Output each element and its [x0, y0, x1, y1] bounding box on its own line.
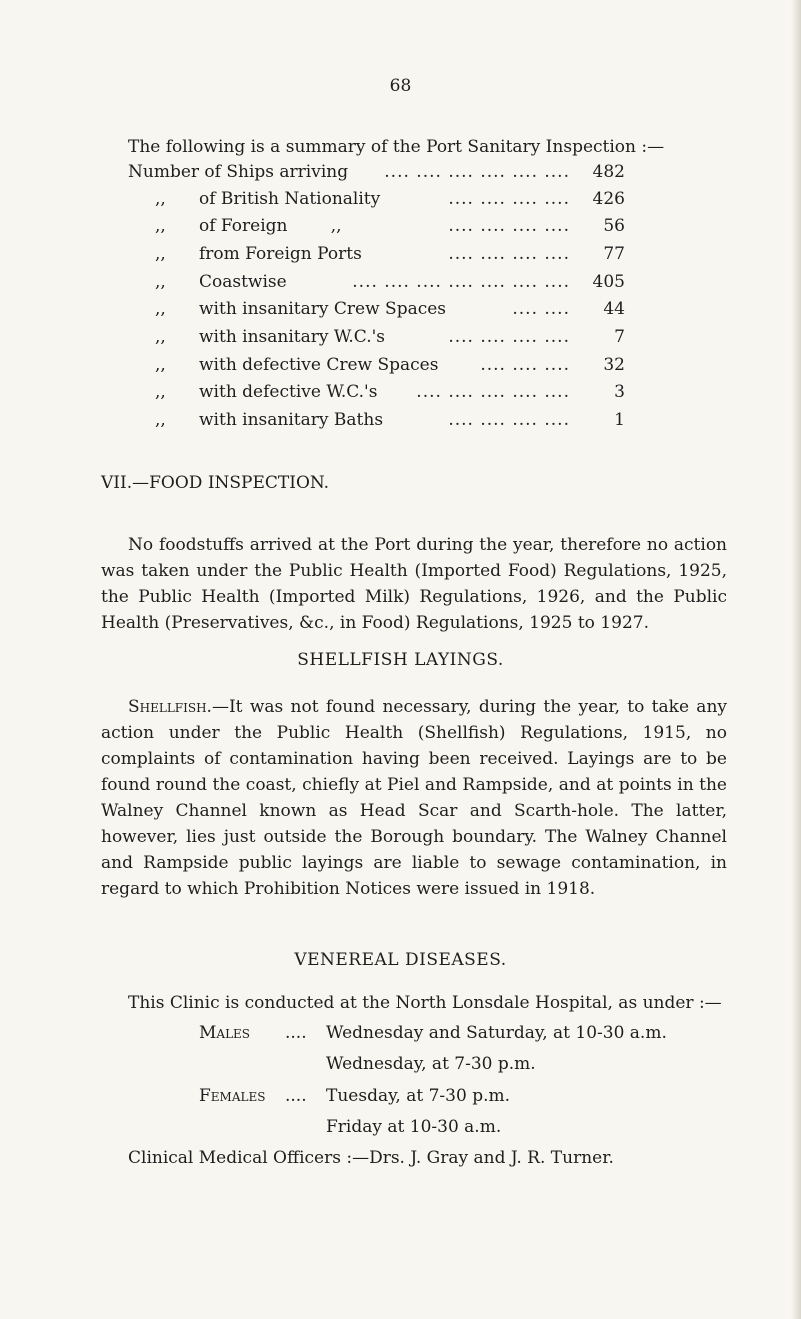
summary-row	[0, 327, 801, 349]
leader-dots: .... .... .... ....	[448, 189, 570, 209]
summary-row-value: 405	[592, 272, 625, 292]
leader-dots: .... .... .... ....	[448, 410, 570, 430]
leader-dots: .... ....	[512, 299, 570, 319]
males-schedule-2: Wednesday, at 7-30 p.m.	[326, 1054, 536, 1074]
ditto-mark: ,,	[155, 327, 166, 347]
females-dots: ....	[285, 1086, 307, 1106]
ditto-mark: ,,	[155, 299, 166, 319]
clinical-officers: Clinical Medical Officers :—Drs. J. Gray and J. R. Turner.	[128, 1148, 614, 1168]
summary-row	[0, 382, 801, 404]
summary-row-value: 56	[603, 216, 625, 236]
summary-row-label: Number of Ships arriving	[128, 162, 349, 182]
leader-dots: .... .... .... .... ....	[416, 382, 570, 402]
ditto-mark: ,,	[155, 216, 166, 236]
summary-row-value: 7	[614, 327, 625, 347]
summary-row	[0, 189, 801, 211]
summary-row-label: with insanitary Baths	[199, 410, 384, 430]
females-schedule-1: Tuesday, at 7-30 p.m.	[326, 1086, 511, 1106]
summary-row	[0, 272, 801, 294]
males-schedule-1: Wednesday and Saturday, at 10-30 a.m.	[326, 1023, 667, 1043]
summary-row-value: 77	[603, 244, 625, 264]
summary-row-value: 482	[592, 162, 625, 182]
males-label: Males	[199, 1023, 251, 1043]
ditto-mark: ,,	[155, 272, 166, 292]
page-edge-shadow	[791, 0, 801, 1319]
females-schedule-2: Friday at 10-30 a.m.	[326, 1117, 502, 1137]
summary-row-label: from Foreign Ports	[199, 244, 362, 264]
shellfish-paragraph	[101, 694, 727, 902]
food-paragraph: No foodstuffs arrived at the Port during the year, therefore no action was taken under the Public Health (Imported Food) Regulations, 1925, the Public Health (Imported Milk) Regulations, 1926, and the Public Health (Preservatives, &c., in Food) Regulations, 1925 to 1927.	[101, 535, 727, 633]
summary-row	[0, 355, 801, 377]
shellfish-text: —It was not found necessary, during the year, to take any action under the Public Health (Shellfish) Regulations, 1915, no complaints of contamination having been received. Layings are to be found round the coast, chiefly at Piel and Rampside, and at points in the Walney Channel known as Head Scar and Scarth-hole. The latter, however, lies just outside the Borough boundary. The Walney Channel and Rampside public layings are liable to sewage contamination, in regard to which Prohibition Notices were issued in 1918.	[101, 697, 727, 899]
summary-row-value: 426	[592, 189, 625, 209]
females-label: Females	[199, 1086, 266, 1106]
summary-row-label: of British Nationality	[199, 189, 381, 209]
summary-row	[0, 299, 801, 321]
leader-dots: .... .... ....	[480, 355, 570, 375]
page-number: 68	[389, 76, 412, 96]
ditto-mark: ,,	[155, 189, 166, 209]
section-heading-food: VII.—FOOD INSPECTION.	[101, 473, 330, 493]
summary-row-value: 3	[614, 382, 625, 402]
shellfish-lead: Shellfish.	[128, 697, 212, 717]
ditto-mark: ,,	[155, 355, 166, 375]
leader-dots: .... .... .... ....	[448, 244, 570, 264]
summary-row-value: 32	[603, 355, 625, 375]
summary-row-label: with insanitary W.C.'s	[199, 327, 386, 347]
summary-row-label: with insanitary Crew Spaces	[199, 299, 447, 319]
ditto-mark: ,,	[155, 382, 166, 402]
summary-row-value: 44	[603, 299, 625, 319]
summary-intro: The following is a summary of the Port Sanitary Inspection :—	[128, 137, 665, 157]
summary-row	[0, 410, 801, 432]
leader-dots: .... .... .... ....	[448, 327, 570, 347]
summary-row-value: 1	[614, 410, 625, 430]
ditto-mark: ,,	[155, 244, 166, 264]
summary-row-label: Coastwise	[199, 272, 287, 292]
summary-row-label: with defective Crew Spaces	[199, 355, 439, 375]
ditto-mark: ,,	[155, 410, 166, 430]
summary-row-label: of Foreign ,,	[199, 216, 342, 236]
summary-row	[0, 162, 801, 184]
summary-row	[0, 216, 801, 238]
clinic-intro: This Clinic is conducted at the North Lonsdale Hospital, as under :—	[128, 993, 722, 1013]
section-heading-shellfish: SHELLFISH LAYINGS.	[297, 650, 504, 670]
summary-row-label: with defective W.C.'s	[199, 382, 378, 402]
summary-row	[0, 244, 801, 266]
leader-dots: .... .... .... ....	[448, 216, 570, 236]
males-dots: ....	[285, 1023, 307, 1043]
leader-dots: .... .... .... .... .... .... ....	[352, 272, 570, 292]
leader-dots: .... .... .... .... .... ....	[384, 162, 570, 182]
section-heading-venereal: VENEREAL DISEASES.	[294, 950, 507, 970]
